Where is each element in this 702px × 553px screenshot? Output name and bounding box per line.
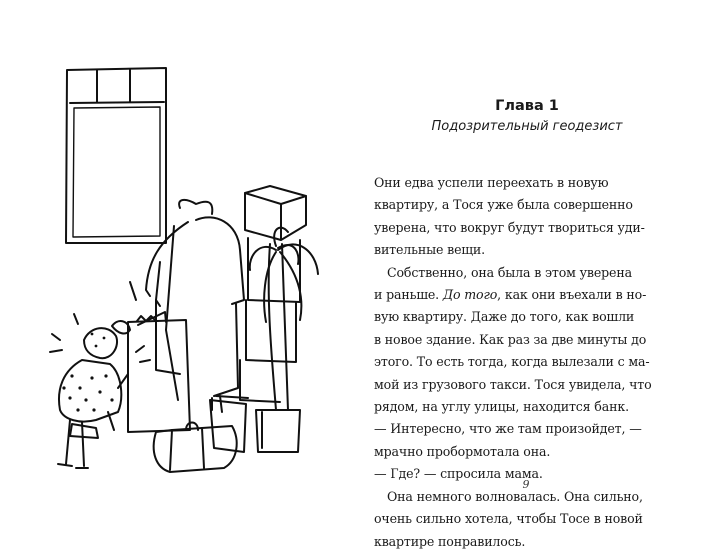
text-line: квартире понравилось. bbox=[374, 533, 526, 549]
sweater-dots bbox=[62, 333, 113, 412]
text-line: вую квартиру. Даже до того, как вошли bbox=[374, 309, 635, 325]
chapter-illustration bbox=[0, 0, 351, 540]
text-line: мрачно пробормотала она. bbox=[374, 443, 551, 459]
text-line: квартиру, а Тося уже была совершенно bbox=[374, 197, 633, 213]
plant-drawing bbox=[250, 228, 318, 452]
text-line: уверена, что вокруг будут твориться уди- bbox=[374, 219, 645, 235]
chapter-number: Глава 1 bbox=[495, 98, 559, 114]
window-drawing bbox=[66, 68, 166, 243]
text-line: Она немного волновалась. Она сильно, bbox=[387, 488, 643, 504]
text-line: в новое здание. Как раз за две минуты до bbox=[374, 331, 647, 347]
chapter-title: Подозрительный геодезист bbox=[431, 119, 623, 134]
text-line: вительные вещи. bbox=[374, 242, 486, 258]
body-text bbox=[374, 172, 680, 553]
text-line: мой из грузового такси. Тося увидела, что bbox=[374, 376, 652, 392]
text-line: очень сильно хотела, чтобы Тосе в новой bbox=[374, 511, 643, 527]
text-fragment: , как они въехали в но- bbox=[497, 287, 647, 303]
suitcase-drawing bbox=[154, 396, 248, 472]
text-line: рядом, на углу улицы, находится банк. bbox=[374, 399, 629, 415]
text-line: Собственно, она была в этом уверена bbox=[387, 264, 632, 280]
emphasis-text: До того bbox=[442, 287, 498, 303]
text-line: — Где? — спросила мама. bbox=[374, 466, 543, 482]
text-line bbox=[374, 284, 680, 306]
page-number: 9 bbox=[522, 478, 530, 491]
text-line: — Интересно, что же там произойдет, — bbox=[374, 421, 642, 437]
text-line: Они едва успели переехать в новую bbox=[374, 175, 609, 190]
text-line: этого. То есть тогда, когда вылезали с ма- bbox=[374, 354, 650, 370]
text-fragment: и раньше. bbox=[374, 287, 443, 303]
